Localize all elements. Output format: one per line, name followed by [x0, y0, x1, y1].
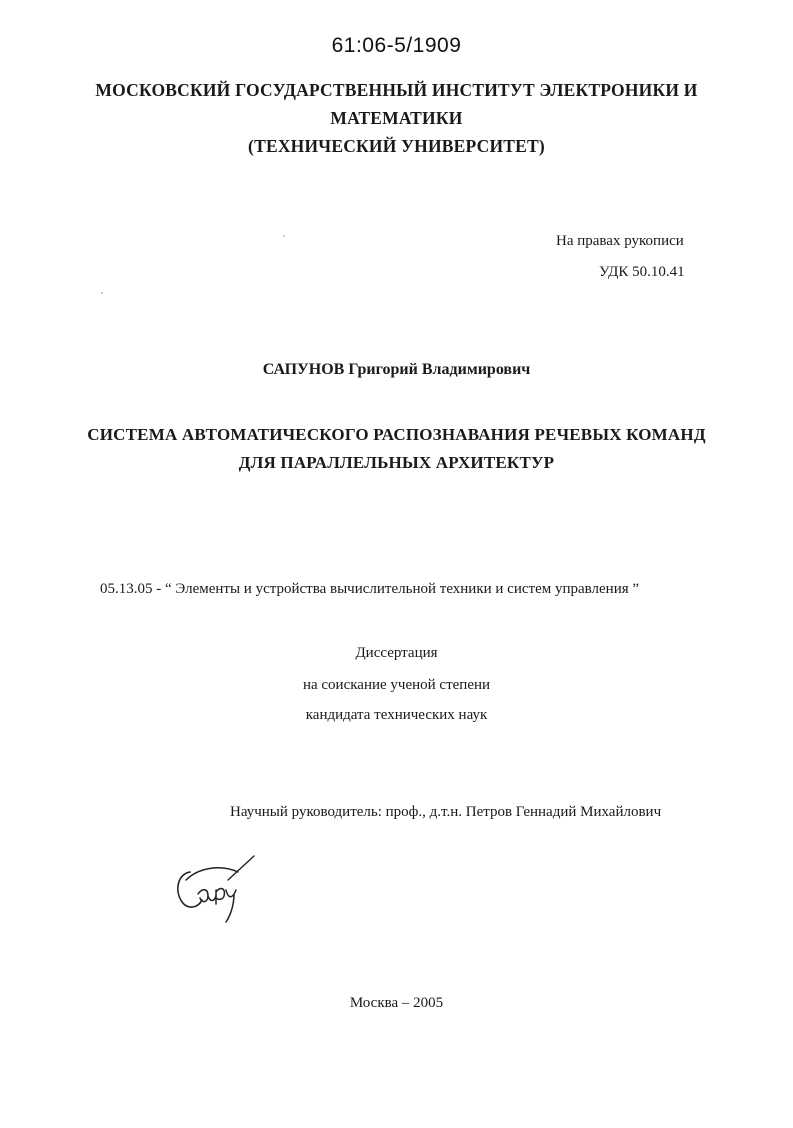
scan-speck: [101, 292, 103, 294]
thesis-title-line-2: ДЛЯ ПАРАЛЛЕЛЬНЫХ АРХИТЕКТУР: [238, 453, 555, 472]
udk-code: УДК 50.10.41: [599, 264, 685, 280]
archive-code: 61:06-5/1909: [331, 34, 462, 57]
scan-speck: [283, 235, 285, 237]
manuscript-rights-note: На правах рукописи: [556, 233, 684, 249]
degree-line-2: на соискание ученой степени: [302, 677, 491, 693]
author-given-names: Григорий Владимирович: [348, 361, 531, 378]
institution-name-line-3: (ТЕХНИЧЕСКИЙ УНИВЕРСИТЕТ): [248, 136, 545, 156]
thesis-title-line-1: СИСТЕМА АВТОМАТИЧЕСКОГО РАСПОЗНАВАНИЯ РЕЧЕВЫХ КОМАНД: [87, 425, 706, 444]
author-surname: САПУНОВ: [262, 361, 345, 378]
scientific-supervisor: Научный руководитель: проф., д.т.н. Петров Геннадий Михайлович: [230, 804, 662, 820]
degree-line-1: Диссертация: [355, 645, 438, 661]
degree-line-3: кандидата технических наук: [305, 707, 488, 723]
institution-name-line-2: МАТЕМАТИКИ: [330, 108, 463, 128]
specialty-code: 05.13.05 - “ Элементы и устройства вычислительной техники и систем управления ”: [100, 581, 640, 597]
signature-handwritten: [168, 850, 268, 930]
institution-name-line-1: МОСКОВСКИЙ ГОСУДАРСТВЕННЫЙ ИНСТИТУТ ЭЛЕКТРОНИКИ И: [95, 80, 698, 100]
author-name: [0, 361, 793, 379]
place-and-year: Москва – 2005: [349, 995, 444, 1011]
